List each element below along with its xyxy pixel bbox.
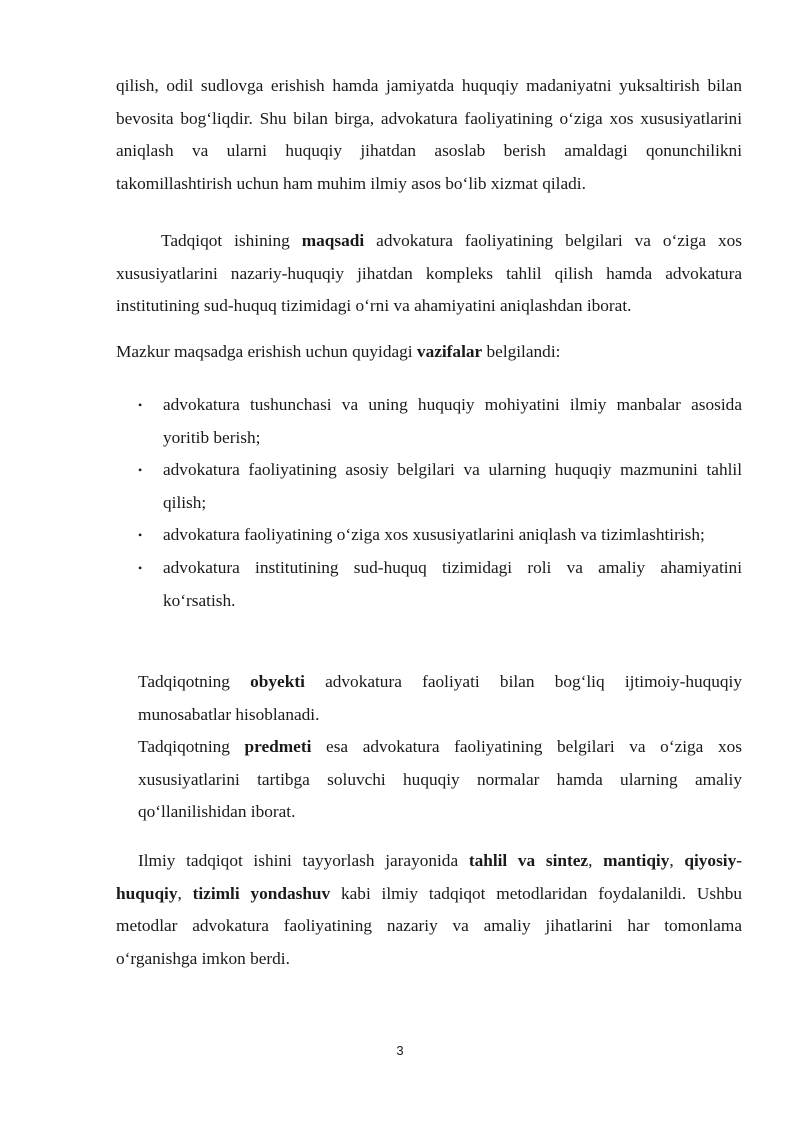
object-paragraph (138, 666, 742, 731)
list-item (138, 389, 742, 454)
methods-text-lead: Ilmiy tadqiqot ishini tayyorlash jarayonida (138, 851, 469, 870)
task-text: advokatura tushunchasi va uning huquqiy mohiyatini ilmiy manbalar asosida yoritib berish; (163, 395, 742, 447)
methods-text-rest: kabi ilmiy tadqiqot metodlaridan foydalanildi. Ushbu metodlar advokatura faoliyatining nazariy va amaliy jihatlarini har tomonlama o‘rganishga imkon berdi. (116, 883, 742, 968)
bullet-icon: • (138, 528, 143, 543)
intro-paragraph: qilish, odil sudlovga erishish hamda jamiyatda huquqiy madaniyatni yuksaltirish bilan bevosita bog‘liqdir. Shu bilan birga, advokatura faoliyatining o‘ziga xos xususiyatlarini aniqlash va ularni huquqiy jihatdan asoslab berish amaldagi qonunchilikni takomillashtirish uchun ham muhim ilmiy asos bo‘lib xizmat qiladi. (116, 76, 742, 193)
task-text: advokatura institutining sud-huquq tizimidagi roli va amaliy ahamiyatini ko‘rsatish. (163, 557, 742, 610)
task-text: advokatura faoliyatining asosiy belgilari va ularning huquqiy mazmunini tahlil qilish; (163, 460, 742, 512)
method-systemic: tizimli yondashuv (192, 883, 331, 903)
subject-text-rest: esa advokatura faoliyatining belgilari va o‘ziga xos xususiyatlarini tartibga soluvchi huquqiy normalar hamda ularning amaliy qo‘llanilishidan iborat. (138, 737, 742, 822)
list-item (138, 552, 742, 617)
separator: , (588, 851, 604, 870)
task-text: advokatura faoliyatining o‘ziga xos xususiyatlarini aniqlash va tizimlashtirish; (163, 525, 705, 545)
tasks-keyword: vazifalar (416, 342, 483, 361)
bullet-icon: • (138, 560, 143, 575)
method-logical: mantiqiy (603, 851, 670, 870)
goal-text-rest: advokatura faoliyatining belgilari va o‘ziga xos xususiyatlarini nazariy-huquqiy jihatdan kompleks tahlil qilish hamda advokatura institutining sud-huquq tizimidagi o‘rni va ahamiyatini aniqlashdan iborat. (116, 231, 742, 316)
goal-text-lead: Tadqiqot ishining (161, 231, 302, 250)
subject-keyword: predmeti (244, 737, 312, 756)
tasks-intro-lead: Mazkur maqsadga erishish uchun quyidagi (116, 342, 417, 361)
page-number: 3 (396, 1043, 404, 1058)
subject-paragraph (138, 731, 742, 829)
methods-paragraph (116, 845, 742, 975)
method-comparative: qiyosiy-huquqiy (116, 851, 742, 903)
list-item (138, 454, 742, 519)
goal-keyword: maqsadi (301, 231, 365, 250)
object-keyword: obyekti (250, 672, 305, 691)
tasks-intro (116, 336, 742, 369)
tasks-intro-rest: belgilandi: (482, 342, 561, 361)
object-text-rest: advokatura faoliyati bilan bog‘liq ijtimoiy-huquqiy munosabatlar hisoblanadi. (138, 672, 742, 724)
tasks-list (138, 389, 742, 617)
separator: , (177, 883, 193, 903)
object-text-lead: Tadqiqotning (138, 672, 251, 691)
bullet-icon: • (138, 398, 143, 412)
bullet-icon: • (138, 463, 143, 478)
method-analysis: tahlil va sintez (468, 851, 589, 870)
goal-paragraph (116, 225, 742, 323)
separator: , (669, 851, 685, 870)
list-item (138, 519, 742, 552)
subject-text-lead: Tadqiqotning (138, 737, 245, 756)
